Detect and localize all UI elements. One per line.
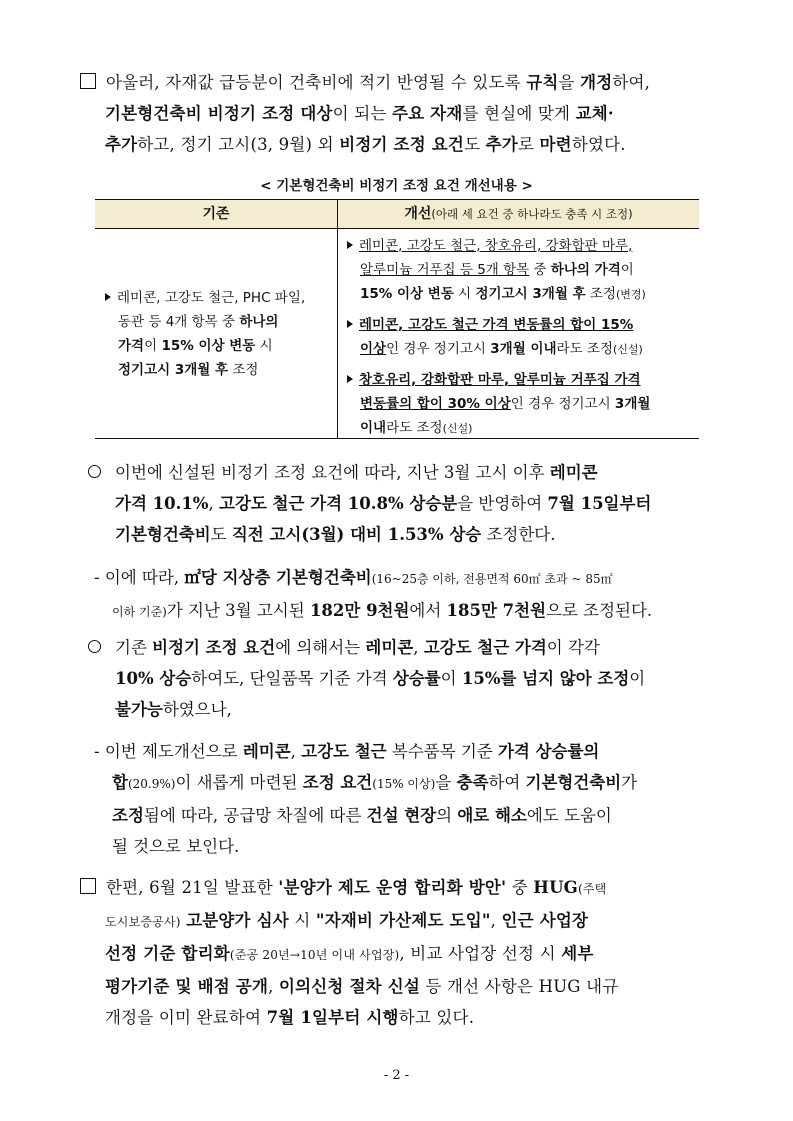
triangle-bullet-icon	[347, 320, 353, 328]
comparison-table	[95, 199, 699, 439]
paragraph-new-requirement: 이번에 신설된 비정기 조정 요건에 따라, 지난 3월 고시 이후 레미콘 가격 10.1%, 고강도 철근 가격 10.8% 상승분을 반영하여 7월 15일부터 기본형건축비도 직전 고시(3월) 대비 1.53% 상승 조정한다.	[88, 457, 728, 550]
table-header	[95, 200, 699, 229]
triangle-bullet-icon	[347, 241, 353, 249]
cell-existing: 레미콘, 고강도 철근, PHC 파일, 동관 등 4개 항목 중 하나의 가격이 15% 이상 변동 시 정기고시 3개월 후 조정	[105, 286, 330, 382]
square-bullet-icon	[80, 878, 96, 894]
triangle-bullet-icon	[347, 375, 353, 383]
improved-item-3: 창호유리, 강화합판 마루, 알루미늄 거푸집 가격 변동률의 합이 30% 이상인 경우 정기고시 3개월 이내라도 조정(신설)	[347, 368, 692, 441]
paragraph-previous-requirement: 기존 비정기 조정 요건에 의해서는 레미콘, 고강도 철근 가격이 각각 10% 상승하여도, 단일품목 기준 가격 상승률이 15%를 넘지 않아 조정이 불가능하였으나,	[88, 632, 728, 725]
header-existing: 기존	[202, 206, 230, 222]
triangle-bullet-icon	[105, 293, 111, 301]
table-title: < 기본형건축비 비정기 조정 요건 개선내용 >	[260, 178, 533, 194]
paragraph-system-improvement: - 이번 제도개선으로 레미콘, 고강도 철근 복수품목 기준 가격 상승률의 합(20.9%)이 새롭게 마련된 조정 요건(15% 이상)을 충족하여 기본형건축비가 조정됨에 따라, 공급망 차질에 따른 건설 현장의 애로 해소에도 도움이 될 것으로 보인다.	[94, 742, 638, 856]
paragraph-rule-revision: 아울러, 자재값 급등분이 건축비에 적기 반영될 수 있도록 규칙을 개정하여, 기본형건축비 비정기 조정 대상이 되는 주요 자재를 현실에 맞게 교체· 추가하고, 정기 고시(3, 9월) 외 비정기 조정 요건도 추가로 마련하였다.	[80, 67, 730, 160]
cell-improved	[347, 234, 692, 447]
square-bullet-icon	[80, 73, 96, 89]
page-number: - 2 -	[383, 1068, 410, 1083]
paragraph-price-per-sqm: - 이에 따라, ㎡당 지상층 기본형건축비(16~25층 이하, 전용면적 60㎡ 초과 ~ 85㎡ 이하 기준)가 지난 3월 고시된 182만 9천원에서 185만 7천원으로 조정된다.	[94, 568, 653, 620]
improved-item-2: 레미콘, 고강도 철근 가격 변동률의 합이 15% 이상인 경우 정기고시 3개월 이내라도 조정(신설)	[347, 313, 692, 362]
column-divider	[337, 200, 338, 438]
improved-item-1: 레미콘, 고강도 철근, 창호유리, 강화합판 마루, 알루미늄 거푸집 등 5개 항목 중 하나의 가격이 15% 이상 변동 시 정기고시 3개월 후 조정(변경)	[347, 234, 692, 307]
circle-bullet-icon	[88, 640, 101, 653]
circle-bullet-icon	[88, 465, 101, 478]
header-improved: 개선(아래 세 요건 중 하나라도 충족 시 조정)	[404, 206, 633, 222]
paragraph-hug-improvements: 한편, 6월 21일 발표한 '분양가 제도 운영 합리화 방안' 중 HUG(주택 도시보증공사) 고분양가 심사 시 "자재비 가산제도 도입", 인근 사업장 선정 기준 합리화(준공 20년→10년 이내 사업장), 비교 사업장 선정 시 세부 평가기준 및 배점 공개, 이의신청 절차 신설 등 개선 사항은 HUG 내규 개정을 이미 완료하여 7월 1일부터 시행하고 있다.	[80, 872, 730, 1033]
